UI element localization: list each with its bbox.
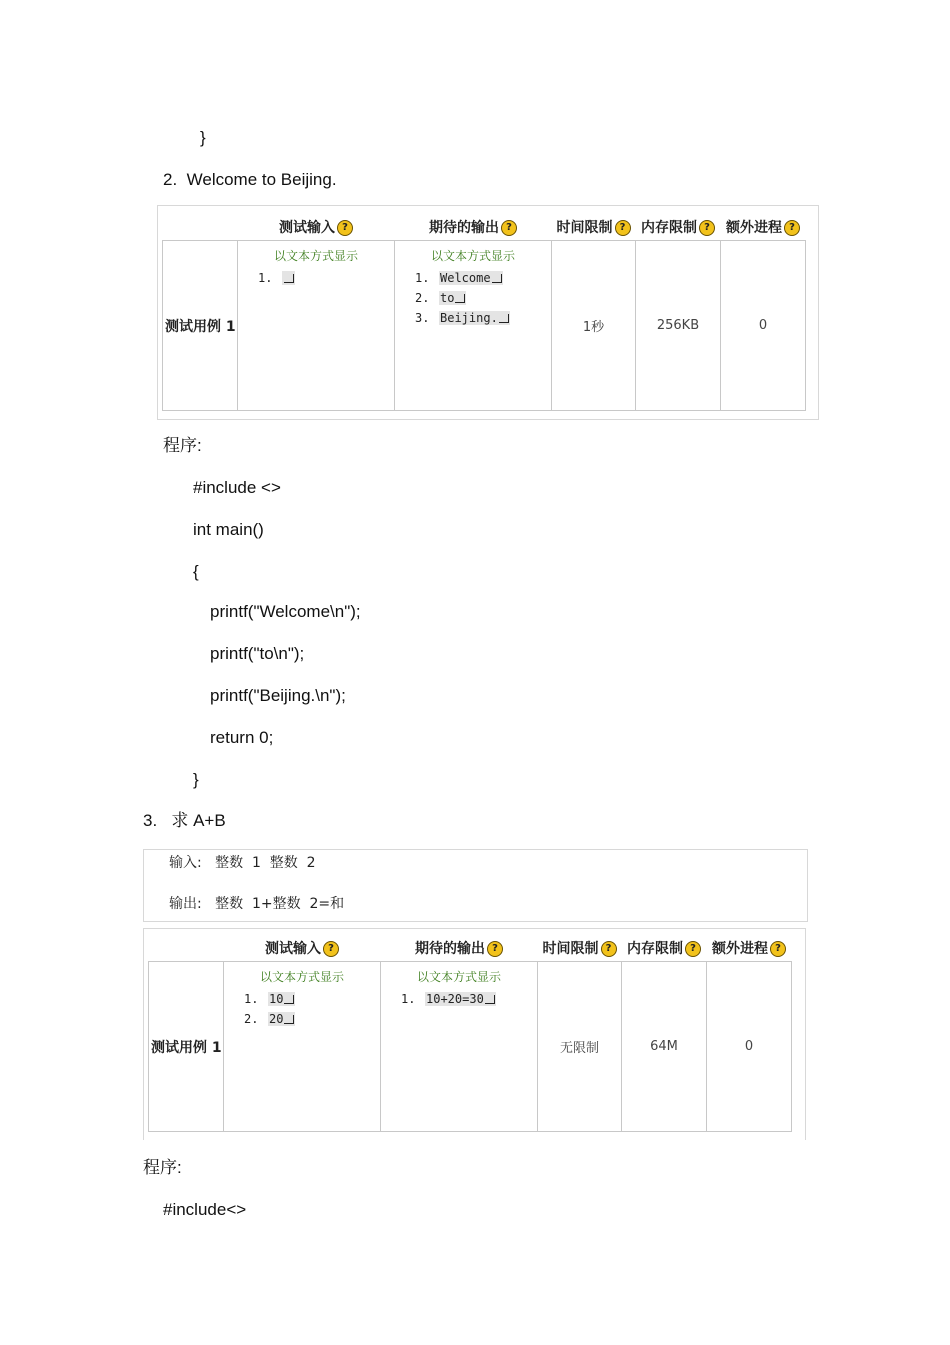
code-line: printf("Welcome\n"); [210,602,361,621]
text-mode-link[interactable]: 以文本方式显示 [416,970,501,984]
header-memory-limit: 内存限制 ? [622,935,707,962]
question-mark-icon[interactable]: ? [601,941,617,957]
row-label: 测试用例 1 [149,962,224,1132]
time-limit-value: 无限制 [538,962,622,1132]
question-mark-icon[interactable]: ? [685,941,701,957]
output-line: 1. 10+20=30 [401,989,537,1009]
extra-process-value: 0 [707,962,792,1132]
section-3-title: 3. 求 A+B [143,811,226,830]
enter-icon [499,314,509,323]
output-line: 1. Welcome [415,268,551,288]
section-2-title: 2. Welcome to Beijing. [163,170,337,189]
code-line: #include<> [163,1200,247,1219]
question-mark-icon[interactable]: ? [323,941,339,957]
extra-process-value: 0 [721,241,806,411]
question-mark-icon[interactable]: ? [615,220,631,236]
expected-output-cell [381,962,538,1132]
text-mode-link[interactable]: 以文本方式显示 [273,249,358,263]
code-line: return 0; [210,728,274,747]
input-line: 2. 20 [244,1009,380,1029]
spec-output: 输出: 整数 1+整数 2=和 [169,896,345,912]
closing-brace: } [200,128,206,147]
question-mark-icon[interactable]: ? [699,220,715,236]
header-time-limit: 时间限制 ? [552,214,636,241]
header-memory-limit: 内存限制 ? [636,214,721,241]
test-case-table-2 [148,935,792,1132]
memory-limit-value: 256KB [636,241,721,411]
enter-icon [284,274,294,283]
enter-icon [284,995,294,1004]
question-mark-icon[interactable]: ? [337,220,353,236]
spec-input: 输入: 整数 1 整数 2 [169,855,316,871]
test-input-cell [224,962,381,1132]
code-line: printf("to\n"); [210,644,305,663]
question-mark-icon[interactable]: ? [770,941,786,957]
test-case-table-1 [162,214,806,411]
header-extra-process: 额外进程 ? [707,935,792,962]
header-extra-process: 额外进程 ? [721,214,806,241]
program-label: 程序: [143,1158,182,1177]
memory-limit-value: 64M [622,962,707,1132]
text-mode-link[interactable]: 以文本方式显示 [259,970,344,984]
row-label: 测试用例 1 [163,241,238,411]
question-mark-icon[interactable]: ? [487,941,503,957]
enter-icon [492,274,502,283]
header-test-input: 测试输入 ? [224,935,381,962]
code-line: #include <> [193,478,281,497]
header-test-input: 测试输入 ? [238,214,395,241]
enter-icon [284,1015,294,1024]
question-mark-icon[interactable]: ? [501,220,517,236]
question-mark-icon[interactable]: ? [784,220,800,236]
code-line: } [193,770,199,789]
header-expected-output: 期待的输出 ? [381,935,538,962]
header-time-limit: 时间限制 ? [538,935,622,962]
time-limit-value: 1秒 [552,241,636,411]
output-line: 3. Beijing. [415,308,551,328]
enter-icon [485,995,495,1004]
input-line: 1. [258,268,394,288]
enter-icon [455,294,465,303]
code-line: printf("Beijing.\n"); [210,686,346,705]
test-input-cell [238,241,395,411]
header-expected-output: 期待的输出 ? [395,214,552,241]
text-mode-link[interactable]: 以文本方式显示 [430,249,515,263]
program-label: 程序: [163,436,202,455]
code-line: int main() [193,520,264,539]
input-line: 1. 10 [244,989,380,1009]
output-line: 2. to [415,288,551,308]
expected-output-cell [395,241,552,411]
code-line: { [193,562,199,581]
